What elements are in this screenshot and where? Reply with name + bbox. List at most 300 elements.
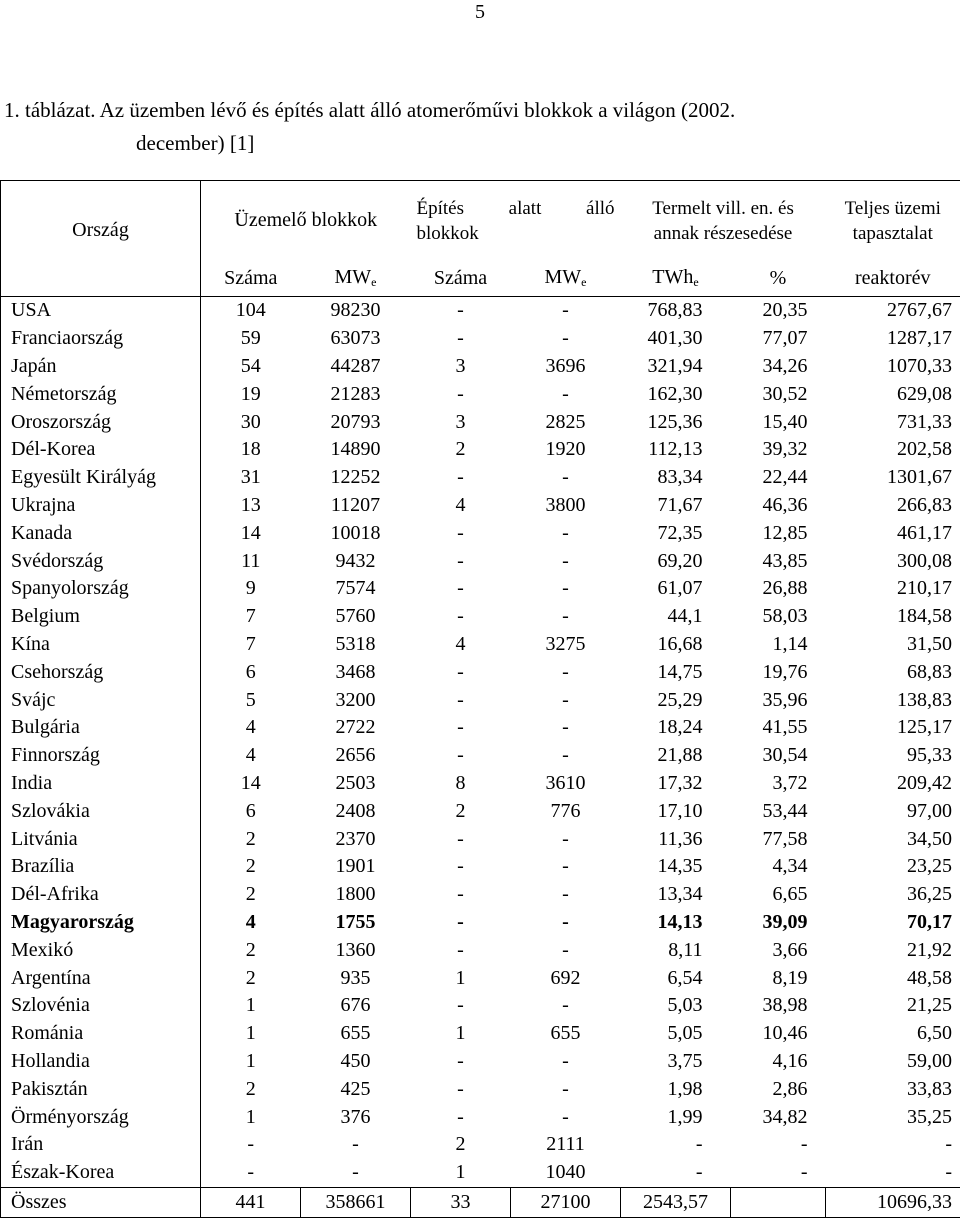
- value-cell: -: [411, 380, 511, 408]
- value-cell: 1: [411, 1020, 511, 1048]
- value-cell: 104: [201, 297, 301, 325]
- value-cell: 5,03: [621, 992, 731, 1020]
- value-cell: 8,19: [731, 964, 826, 992]
- value-cell: 1287,17: [826, 325, 960, 353]
- value-cell: 1: [201, 1103, 301, 1131]
- value-cell: 15,40: [731, 408, 826, 436]
- value-cell: -: [731, 1159, 826, 1187]
- table-row: [1, 936, 960, 964]
- value-cell: 13: [201, 492, 301, 520]
- value-cell: 7: [201, 631, 301, 659]
- value-cell: 4: [411, 492, 511, 520]
- value-cell: 1: [201, 1020, 301, 1048]
- value-cell: 210,17: [826, 575, 960, 603]
- table-row: [1, 408, 960, 436]
- table-row: [1, 353, 960, 381]
- value-cell: -: [826, 1159, 960, 1187]
- country-cell: India: [1, 770, 201, 798]
- value-cell: -: [511, 742, 621, 770]
- value-cell: -: [621, 1131, 731, 1159]
- value-cell: 655: [301, 1020, 411, 1048]
- value-cell: -: [511, 909, 621, 937]
- value-cell: 14890: [301, 436, 411, 464]
- value-cell: 21283: [301, 380, 411, 408]
- value-cell: -: [411, 1103, 511, 1131]
- value-cell: 30: [201, 408, 301, 436]
- value-cell: 125,36: [621, 408, 731, 436]
- value-cell: 53,44: [731, 797, 826, 825]
- value-cell: 1: [201, 1048, 301, 1076]
- value-cell: 3468: [301, 658, 411, 686]
- value-cell: 1070,33: [826, 353, 960, 381]
- value-cell: 22,44: [731, 464, 826, 492]
- table-row: [1, 742, 960, 770]
- total-label: Összes: [1, 1187, 201, 1217]
- value-cell: 8,11: [621, 936, 731, 964]
- value-cell: 629,08: [826, 380, 960, 408]
- value-cell: -: [731, 1131, 826, 1159]
- country-cell: Csehország: [1, 658, 201, 686]
- value-cell: 31,50: [826, 631, 960, 659]
- value-cell: 4: [201, 714, 301, 742]
- table-row: [1, 1131, 960, 1159]
- value-cell: -: [511, 658, 621, 686]
- table-row: [1, 492, 960, 520]
- value-cell: 2656: [301, 742, 411, 770]
- value-cell: -: [411, 464, 511, 492]
- value-cell: 5318: [301, 631, 411, 659]
- value-cell: -: [411, 1075, 511, 1103]
- value-cell: 2767,67: [826, 297, 960, 325]
- country-cell: Magyarország: [1, 909, 201, 937]
- value-cell: 83,34: [621, 464, 731, 492]
- value-cell: 77,07: [731, 325, 826, 353]
- value-cell: -: [826, 1131, 960, 1159]
- page-number: 5: [0, 0, 960, 24]
- value-cell: -: [511, 325, 621, 353]
- country-cell: Bulgária: [1, 714, 201, 742]
- value-cell: -: [511, 519, 621, 547]
- value-cell: 4: [201, 909, 301, 937]
- country-cell: Belgium: [1, 603, 201, 631]
- value-cell: 19: [201, 380, 301, 408]
- table-row: [1, 909, 960, 937]
- value-cell: 14,13: [621, 909, 731, 937]
- value-cell: 376: [301, 1103, 411, 1131]
- value-cell: 1,98: [621, 1075, 731, 1103]
- subheader-mwe-construction: MWe: [511, 260, 621, 296]
- value-cell: 21,88: [621, 742, 731, 770]
- header-operating: Üzemelő blokkok: [201, 181, 411, 261]
- table-row: [1, 1159, 960, 1187]
- value-cell: 3,75: [621, 1048, 731, 1076]
- table-row: [1, 380, 960, 408]
- value-cell: 184,58: [826, 603, 960, 631]
- table-caption: [4, 94, 959, 160]
- subheader-count-operating: Száma: [201, 260, 301, 296]
- value-cell: 48,58: [826, 964, 960, 992]
- value-cell: 2: [201, 825, 301, 853]
- value-cell: 3: [411, 353, 511, 381]
- value-cell: 63073: [301, 325, 411, 353]
- country-cell: Németország: [1, 380, 201, 408]
- value-cell: 72,35: [621, 519, 731, 547]
- value-cell: -: [511, 603, 621, 631]
- value-cell: 14: [201, 770, 301, 798]
- value-cell: 655: [511, 1020, 621, 1048]
- value-cell: 98230: [301, 297, 411, 325]
- value-cell: 58,03: [731, 603, 826, 631]
- country-cell: Brazília: [1, 853, 201, 881]
- country-cell: Hollandia: [1, 1048, 201, 1076]
- table-row: [1, 964, 960, 992]
- value-cell: 266,83: [826, 492, 960, 520]
- country-cell: Örményország: [1, 1103, 201, 1131]
- value-cell: 401,30: [621, 325, 731, 353]
- table-row: [1, 714, 960, 742]
- value-cell: 1,99: [621, 1103, 731, 1131]
- value-cell: 3696: [511, 353, 621, 381]
- value-cell: 14,35: [621, 853, 731, 881]
- value-cell: 70,17: [826, 909, 960, 937]
- country-cell: USA: [1, 297, 201, 325]
- caption-line-2: december) [1]: [4, 127, 959, 160]
- value-cell: 2111: [511, 1131, 621, 1159]
- value-cell: 461,17: [826, 519, 960, 547]
- value-cell: -: [411, 714, 511, 742]
- value-cell: -: [511, 714, 621, 742]
- value-cell: 21,92: [826, 936, 960, 964]
- subheader-reactor-years: reaktorév: [826, 260, 960, 296]
- header-country: Ország: [1, 181, 201, 297]
- value-cell: 46,36: [731, 492, 826, 520]
- value-cell: 2: [411, 1131, 511, 1159]
- value-cell: -: [411, 936, 511, 964]
- value-cell: 34,26: [731, 353, 826, 381]
- value-cell: 8: [411, 770, 511, 798]
- value-cell: 11,36: [621, 825, 731, 853]
- value-cell: 44287: [301, 353, 411, 381]
- value-cell: 17,10: [621, 797, 731, 825]
- value-cell: 12,85: [731, 519, 826, 547]
- value-cell: 19,76: [731, 658, 826, 686]
- value-cell: 321,94: [621, 353, 731, 381]
- value-cell: 34,50: [826, 825, 960, 853]
- table-row: [1, 1075, 960, 1103]
- value-cell: -: [411, 853, 511, 881]
- country-cell: Argentína: [1, 964, 201, 992]
- value-cell: -: [511, 881, 621, 909]
- value-cell: -: [511, 825, 621, 853]
- value-cell: 425: [301, 1075, 411, 1103]
- value-cell: -: [411, 992, 511, 1020]
- total-cell: [731, 1187, 826, 1217]
- table-row: [1, 881, 960, 909]
- value-cell: -: [411, 686, 511, 714]
- value-cell: 5: [201, 686, 301, 714]
- value-cell: 20,35: [731, 297, 826, 325]
- value-cell: 3800: [511, 492, 621, 520]
- value-cell: 59,00: [826, 1048, 960, 1076]
- value-cell: 2825: [511, 408, 621, 436]
- value-cell: 1,14: [731, 631, 826, 659]
- value-cell: 1755: [301, 909, 411, 937]
- header-generated: Termelt vill. en. és annak részesedése: [621, 181, 826, 261]
- total-cell: 10696,33: [826, 1187, 960, 1217]
- country-cell: Japán: [1, 353, 201, 381]
- country-cell: Szlovénia: [1, 992, 201, 1020]
- value-cell: 676: [301, 992, 411, 1020]
- value-cell: -: [511, 1048, 621, 1076]
- value-cell: 35,96: [731, 686, 826, 714]
- value-cell: -: [511, 297, 621, 325]
- total-row: [1, 1187, 960, 1217]
- value-cell: 44,1: [621, 603, 731, 631]
- value-cell: 125,17: [826, 714, 960, 742]
- total-cell: 2543,57: [621, 1187, 731, 1217]
- value-cell: 30,54: [731, 742, 826, 770]
- value-cell: 20793: [301, 408, 411, 436]
- value-cell: 209,42: [826, 770, 960, 798]
- value-cell: 731,33: [826, 408, 960, 436]
- value-cell: 17,32: [621, 770, 731, 798]
- value-cell: 3610: [511, 770, 621, 798]
- value-cell: -: [511, 853, 621, 881]
- value-cell: 2: [201, 881, 301, 909]
- value-cell: 9432: [301, 547, 411, 575]
- country-cell: Egyesült Királyág: [1, 464, 201, 492]
- value-cell: 11: [201, 547, 301, 575]
- value-cell: -: [511, 547, 621, 575]
- value-cell: 1: [411, 964, 511, 992]
- value-cell: 6,65: [731, 881, 826, 909]
- caption-line-1: 1. táblázat. Az üzemben lévő és építés alatt álló atomerőművi blokkok a világon (2002.: [4, 98, 735, 122]
- value-cell: 34,82: [731, 1103, 826, 1131]
- value-cell: 6: [201, 797, 301, 825]
- value-cell: 11207: [301, 492, 411, 520]
- table-row: [1, 575, 960, 603]
- value-cell: 23,25: [826, 853, 960, 881]
- value-cell: -: [511, 936, 621, 964]
- value-cell: 54: [201, 353, 301, 381]
- value-cell: 10,46: [731, 1020, 826, 1048]
- value-cell: 2408: [301, 797, 411, 825]
- value-cell: 4: [411, 631, 511, 659]
- value-cell: 300,08: [826, 547, 960, 575]
- total-cell: 441: [201, 1187, 301, 1217]
- country-cell: Pakisztán: [1, 1075, 201, 1103]
- value-cell: 2370: [301, 825, 411, 853]
- value-cell: 39,32: [731, 436, 826, 464]
- value-cell: 5,05: [621, 1020, 731, 1048]
- table-row: [1, 770, 960, 798]
- value-cell: 97,00: [826, 797, 960, 825]
- table-row: [1, 1020, 960, 1048]
- value-cell: -: [511, 686, 621, 714]
- value-cell: 1920: [511, 436, 621, 464]
- country-cell: Oroszország: [1, 408, 201, 436]
- value-cell: 38,98: [731, 992, 826, 1020]
- table-row: [1, 631, 960, 659]
- value-cell: 1800: [301, 881, 411, 909]
- value-cell: 3200: [301, 686, 411, 714]
- total-cell: 358661: [301, 1187, 411, 1217]
- value-cell: -: [511, 1075, 621, 1103]
- value-cell: -: [621, 1159, 731, 1187]
- value-cell: -: [511, 992, 621, 1020]
- value-cell: -: [201, 1131, 301, 1159]
- value-cell: -: [411, 519, 511, 547]
- country-cell: Litvánia: [1, 825, 201, 853]
- value-cell: -: [511, 380, 621, 408]
- table-row: [1, 603, 960, 631]
- nuclear-units-table: [0, 180, 960, 1218]
- table-row: [1, 1103, 960, 1131]
- value-cell: 21,25: [826, 992, 960, 1020]
- table-row: [1, 992, 960, 1020]
- total-cell: 27100: [511, 1187, 621, 1217]
- value-cell: 1040: [511, 1159, 621, 1187]
- value-cell: 35,25: [826, 1103, 960, 1131]
- table-row: [1, 519, 960, 547]
- value-cell: 77,58: [731, 825, 826, 853]
- value-cell: 33,83: [826, 1075, 960, 1103]
- value-cell: 26,88: [731, 575, 826, 603]
- country-cell: Svédország: [1, 547, 201, 575]
- value-cell: 162,30: [621, 380, 731, 408]
- value-cell: 2: [201, 936, 301, 964]
- value-cell: 4,34: [731, 853, 826, 881]
- header-row-1: [1, 181, 960, 261]
- value-cell: -: [511, 1103, 621, 1131]
- table-row: [1, 547, 960, 575]
- value-cell: 202,58: [826, 436, 960, 464]
- country-cell: Ukrajna: [1, 492, 201, 520]
- value-cell: 1360: [301, 936, 411, 964]
- value-cell: 36,25: [826, 881, 960, 909]
- value-cell: 112,13: [621, 436, 731, 464]
- value-cell: 41,55: [731, 714, 826, 742]
- value-cell: 6,50: [826, 1020, 960, 1048]
- value-cell: 5760: [301, 603, 411, 631]
- value-cell: 9: [201, 575, 301, 603]
- value-cell: 935: [301, 964, 411, 992]
- value-cell: 6,54: [621, 964, 731, 992]
- value-cell: 2: [201, 853, 301, 881]
- country-cell: Svájc: [1, 686, 201, 714]
- value-cell: -: [411, 297, 511, 325]
- value-cell: 450: [301, 1048, 411, 1076]
- value-cell: 61,07: [621, 575, 731, 603]
- value-cell: -: [411, 603, 511, 631]
- value-cell: 2722: [301, 714, 411, 742]
- table-row: [1, 686, 960, 714]
- value-cell: 43,85: [731, 547, 826, 575]
- country-cell: Szlovákia: [1, 797, 201, 825]
- value-cell: 3275: [511, 631, 621, 659]
- value-cell: 31: [201, 464, 301, 492]
- country-cell: Észak-Korea: [1, 1159, 201, 1187]
- value-cell: -: [411, 825, 511, 853]
- value-cell: 30,52: [731, 380, 826, 408]
- value-cell: -: [301, 1159, 411, 1187]
- table-row: [1, 797, 960, 825]
- value-cell: -: [511, 464, 621, 492]
- value-cell: -: [411, 325, 511, 353]
- value-cell: 68,83: [826, 658, 960, 686]
- table-row: [1, 464, 960, 492]
- value-cell: 71,67: [621, 492, 731, 520]
- value-cell: 7: [201, 603, 301, 631]
- value-cell: 768,83: [621, 297, 731, 325]
- value-cell: 3: [411, 408, 511, 436]
- value-cell: 12252: [301, 464, 411, 492]
- value-cell: -: [511, 575, 621, 603]
- value-cell: 10018: [301, 519, 411, 547]
- value-cell: 776: [511, 797, 621, 825]
- country-cell: Románia: [1, 1020, 201, 1048]
- value-cell: 2: [411, 436, 511, 464]
- value-cell: 2,86: [731, 1075, 826, 1103]
- value-cell: -: [411, 909, 511, 937]
- country-cell: Kanada: [1, 519, 201, 547]
- value-cell: 4: [201, 742, 301, 770]
- subheader-count-construction: Száma: [411, 260, 511, 296]
- value-cell: 7574: [301, 575, 411, 603]
- value-cell: 2: [201, 1075, 301, 1103]
- country-cell: Finnország: [1, 742, 201, 770]
- header-construction: Építés alatt álló blokkok: [411, 181, 621, 261]
- value-cell: -: [411, 1048, 511, 1076]
- value-cell: 2503: [301, 770, 411, 798]
- total-cell: 33: [411, 1187, 511, 1217]
- value-cell: 59: [201, 325, 301, 353]
- country-cell: Spanyolország: [1, 575, 201, 603]
- value-cell: 2: [411, 797, 511, 825]
- country-cell: Dél-Afrika: [1, 881, 201, 909]
- value-cell: 692: [511, 964, 621, 992]
- value-cell: 14: [201, 519, 301, 547]
- value-cell: -: [411, 742, 511, 770]
- table-row: [1, 1048, 960, 1076]
- table-row: [1, 658, 960, 686]
- value-cell: 14,75: [621, 658, 731, 686]
- value-cell: 3,66: [731, 936, 826, 964]
- value-cell: 2: [201, 964, 301, 992]
- value-cell: 69,20: [621, 547, 731, 575]
- value-cell: 6: [201, 658, 301, 686]
- country-cell: Mexikó: [1, 936, 201, 964]
- value-cell: 18,24: [621, 714, 731, 742]
- country-cell: Irán: [1, 1131, 201, 1159]
- value-cell: 18: [201, 436, 301, 464]
- subheader-percent: %: [731, 260, 826, 296]
- country-cell: Dél-Korea: [1, 436, 201, 464]
- value-cell: 95,33: [826, 742, 960, 770]
- table-row: [1, 436, 960, 464]
- value-cell: 13,34: [621, 881, 731, 909]
- value-cell: -: [411, 575, 511, 603]
- table-row: [1, 825, 960, 853]
- country-cell: Kína: [1, 631, 201, 659]
- subheader-mwe-operating: MWe: [301, 260, 411, 296]
- value-cell: 138,83: [826, 686, 960, 714]
- value-cell: -: [411, 658, 511, 686]
- table-row: [1, 325, 960, 353]
- value-cell: 16,68: [621, 631, 731, 659]
- value-cell: -: [201, 1159, 301, 1187]
- table-row: [1, 297, 960, 325]
